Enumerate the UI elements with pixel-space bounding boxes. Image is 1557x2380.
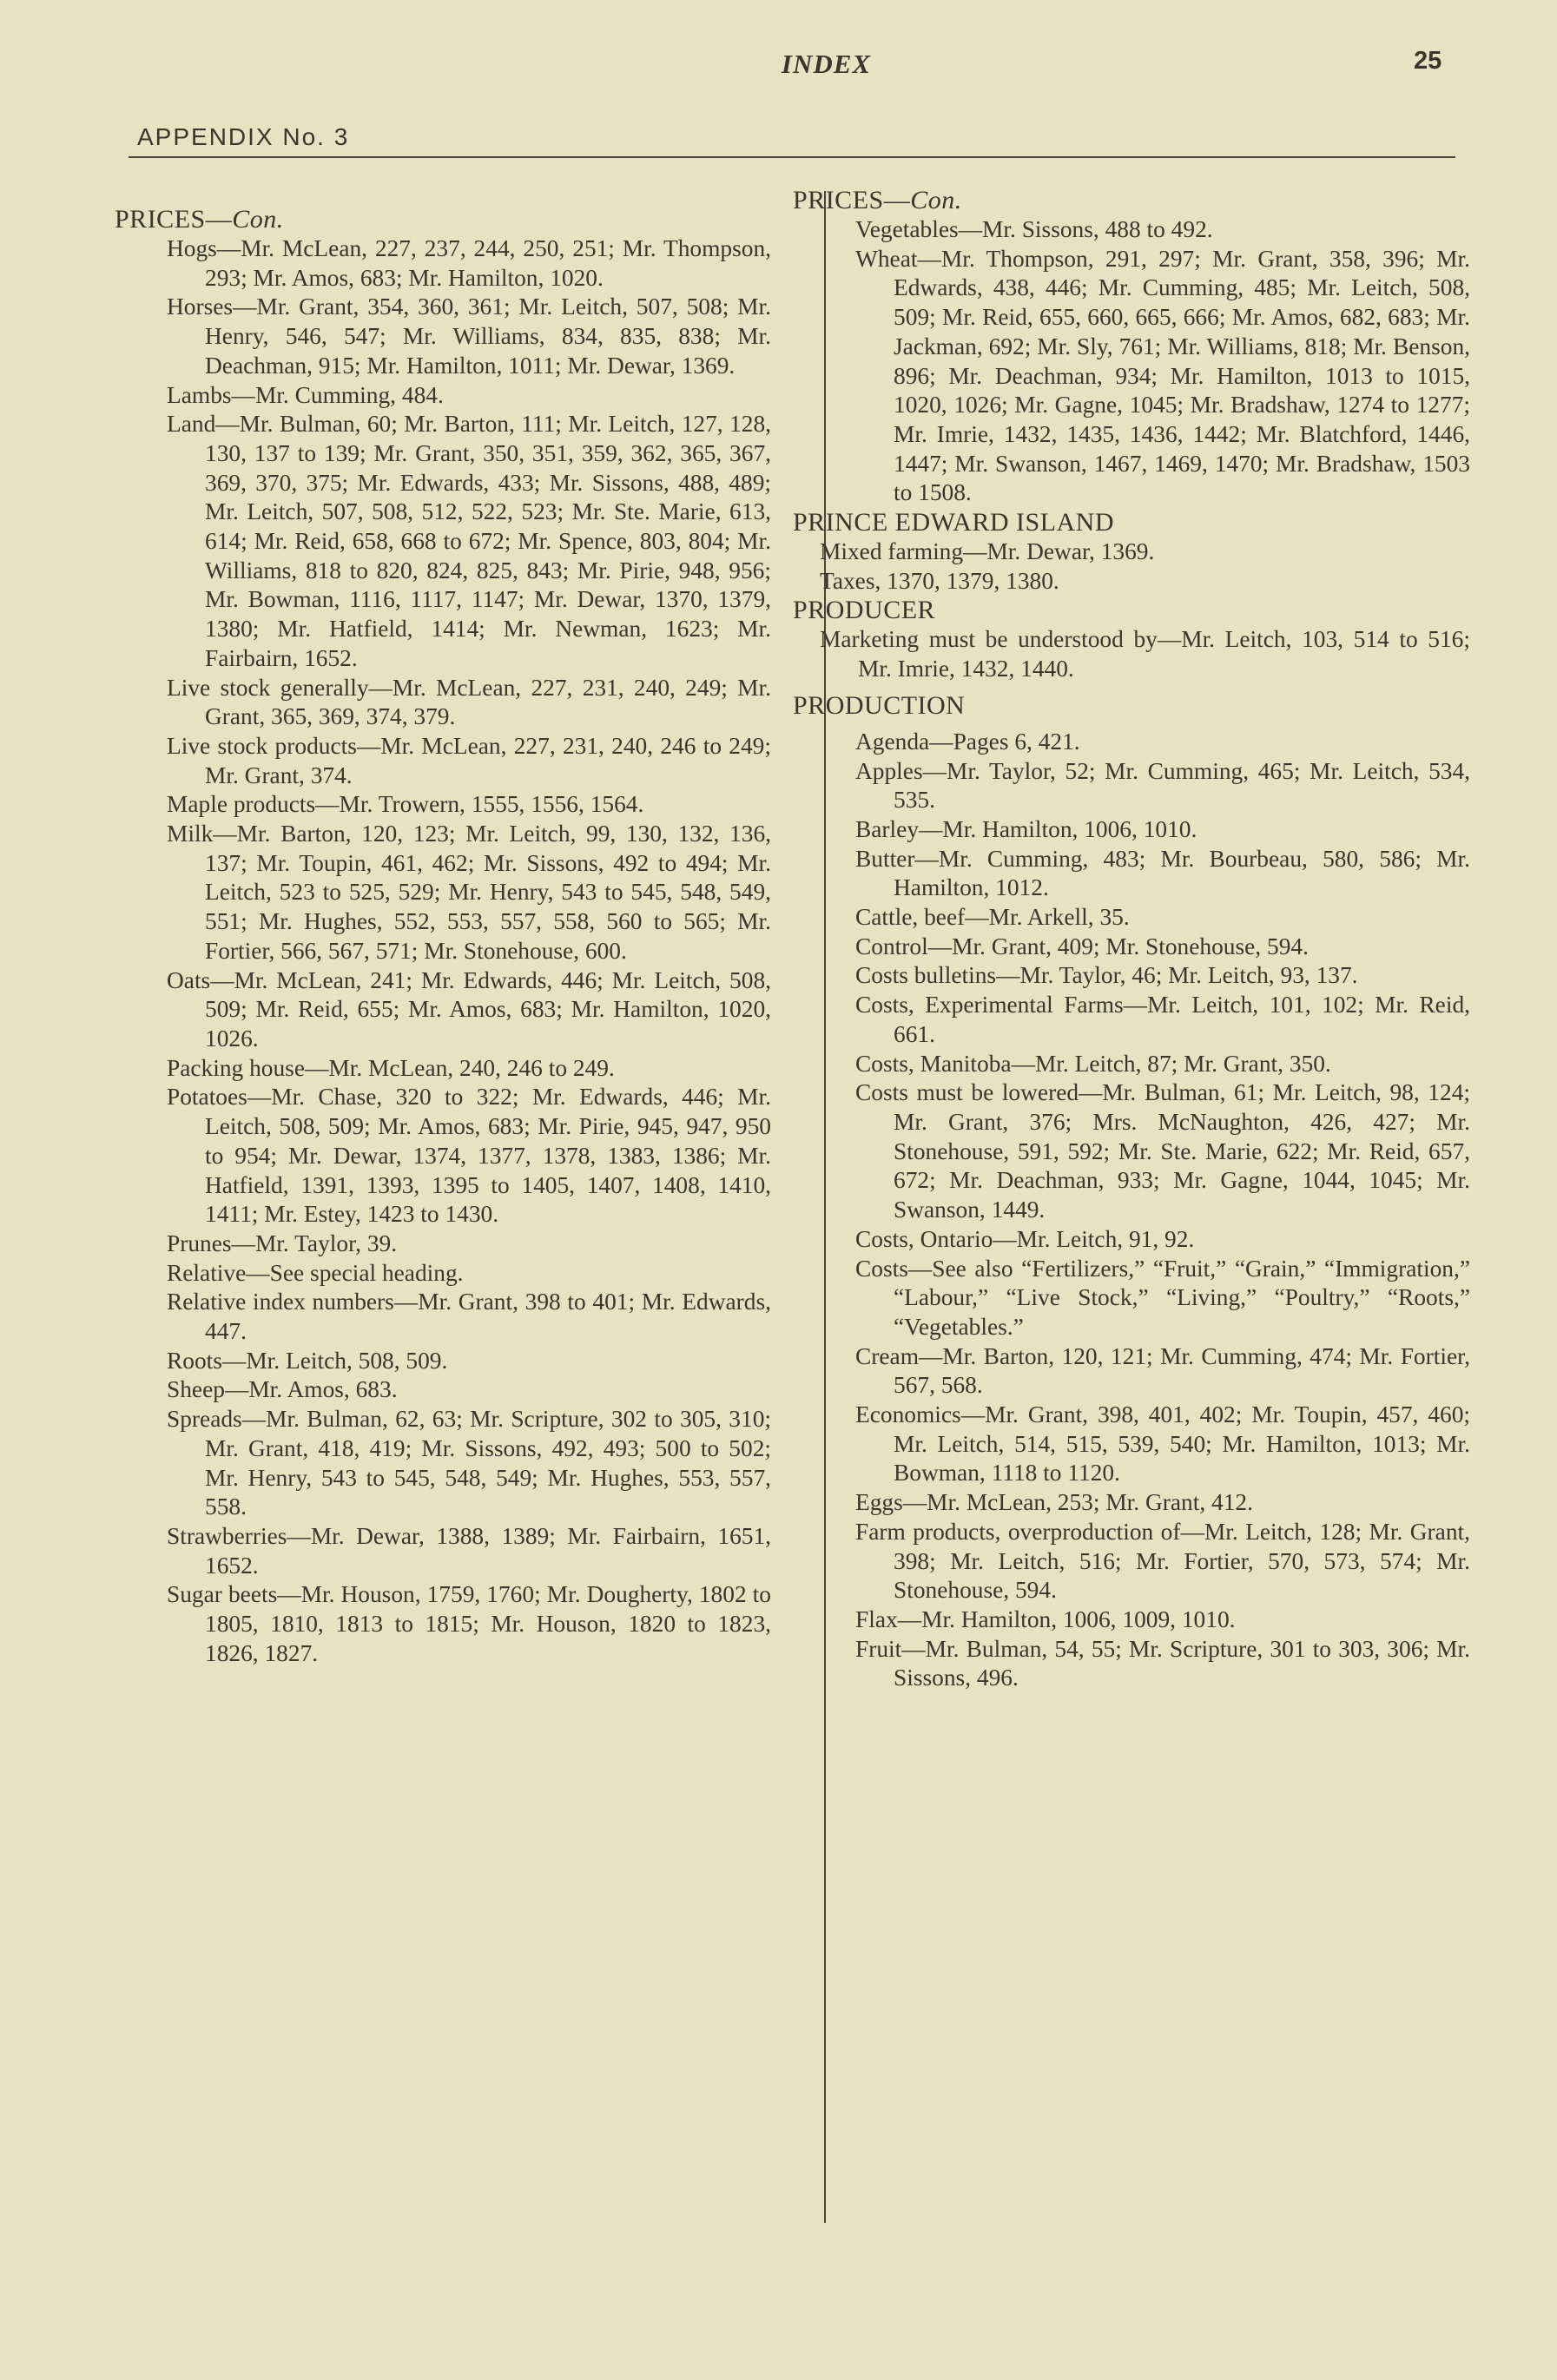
index-entry: Potatoes—Mr. Chase, 320 to 322; Mr. Edwards, 446; Mr. Leitch, 508, 509; Mr. Amos, 683; Mr. Pirie, 945, 947, 950 to 954; Mr. Dewar, 1374, 1377, 1378, 1383, 1386; Mr. Hatfield, 1391, 1393, 1395 to 1405, 1407, 1408, 1410, 1411; Mr. Estey, 1423 to 1430. <box>167 1084 771 1228</box>
index-entry: Wheat—Mr. Thompson, 291, 297; Mr. Grant, 358, 396; Mr. Edwards, 438, 446; Mr. Cumming, 485; Mr. Leitch, 508, 509; Mr. Reid, 655, 660, 665, 666; Mr. Amos, 682, 683; Mr. Jackman, 692; Mr. Sly, 761; Mr. Williams, 818; Mr. Benson, 896; Mr. Deachman, 934; Mr. Hamilton, 1013 to 1015, 1020, 1026; Mr. Gagne, 1045; Mr. Bradshaw, 1274 to 1277; Mr. Imrie, 1432, 1435, 1436, 1442; Mr. Blatchford, 1446, 1447; Mr. Swanson, 1467, 1469, 1470; Mr. Bradshaw, 1503 to 1508. <box>855 245 1470 506</box>
index-entry: Eggs—Mr. McLean, 253; Mr. Grant, 412. <box>855 1489 1253 1516</box>
page-number: 25 <box>1414 47 1442 75</box>
index-entry: Relative index numbers—Mr. Grant, 398 to 401; Mr. Edwards, 447. <box>167 1289 771 1345</box>
index-entry: Strawberries—Mr. Dewar, 1388, 1389; Mr. Fairbairn, 1651, 1652. <box>167 1522 771 1579</box>
heading-text: PRICES— <box>115 205 233 234</box>
spacer <box>793 721 1496 728</box>
index-entry: Flax—Mr. Hamilton, 1006, 1009, 1010. <box>855 1605 1236 1632</box>
section-heading-prices-continued <box>793 186 1496 215</box>
heading-text: PRICES— <box>793 186 911 214</box>
index-entry: Relative—See special heading. <box>167 1259 464 1286</box>
index-entry: Roots—Mr. Leitch, 508, 509. <box>167 1347 448 1374</box>
index-entry: Lambs—Mr. Cumming, 484. <box>167 381 444 408</box>
appendix-label: APPENDIX No. 3 <box>137 123 350 150</box>
index-entry: Land—Mr. Bulman, 60; Mr. Barton, 111; Mr. Leitch, 127, 128, 130, 137 to 139; Mr. Grant, 350, 351, 359, 362, 365, 367, 369, 370, 375; Mr. Edwards, 433; Mr. Sissons, 488, 489; Mr. Leitch, 507, 508, 512, 522, 523; Mr. Ste. Marie, 613, 614; Mr. Reid, 658, 668 to 672; Mr. Spence, 803, 804; Mr. Williams, 818 to 820, 824, 825, 843; Mr. Pirie, 948, 956; Mr. Bowman, 1116, 1117, 1147; Mr. Dewar, 1370, 1379, 1380; Mr. Hatfield, 1414; Mr. Newman, 1623; Mr. Fairbairn, 1652. <box>167 411 771 671</box>
index-entry: Costs, Experimental Farms—Mr. Leitch, 101, 102; Mr. Reid, 661. <box>855 992 1470 1047</box>
index-entry: Costs—See also “Fertilizers,” “Fruit,” “Grain,” “Immigration,” “Labour,” “Live Stock,” “Living,” “Poultry,” “Roots,” “Vegetables.” <box>855 1255 1470 1340</box>
index-entry: Spreads—Mr. Bulman, 62, 63; Mr. Scripture, 302 to 305, 310; Mr. Grant, 418, 419; Mr. Sissons, 492, 493; 500 to 502; Mr. Henry, 543 to 545, 548, 549; Mr. Hughes, 553, 557, 558. <box>167 1406 771 1520</box>
index-entry: Costs, Manitoba—Mr. Leitch, 87; Mr. Grant, 350. <box>855 1050 1331 1077</box>
index-entry: Hogs—Mr. McLean, 227, 237, 244, 250, 251; Mr. Thompson, 293; Mr. Amos, 683; Mr. Hamilton, 1020. <box>167 235 771 291</box>
index-entry: Horses—Mr. Grant, 354, 360, 361; Mr. Leitch, 507, 508; Mr. Henry, 546, 547; Mr. Williams, 834, 835, 838; Mr. Deachman, 915; Mr. Hamilton, 1011; Mr. Dewar, 1369. <box>167 293 771 379</box>
index-entry: Butter—Mr. Cumming, 483; Mr. Bourbeau, 580, 586; Mr. Hamilton, 1012. <box>855 845 1470 901</box>
index-entry: Maple products—Mr. Trowern, 1555, 1556, 1564. <box>167 791 644 818</box>
section-heading-prices <box>115 205 792 234</box>
header-rule <box>129 156 1455 158</box>
index-entry: Economics—Mr. Grant, 398, 401, 402; Mr. Toupin, 457, 460; Mr. Leitch, 514, 515, 539, 540; Mr. Hamilton, 1013; Mr. Bowman, 1118 to 1120. <box>855 1401 1470 1487</box>
heading-continued: Con. <box>232 205 284 234</box>
left-column <box>115 205 792 1668</box>
index-entry: Agenda—Pages 6, 421. <box>855 728 1080 755</box>
index-entry: Cream—Mr. Barton, 120, 121; Mr. Cumming, 474; Mr. Fortier, 567, 568. <box>855 1342 1470 1399</box>
index-entry: Control—Mr. Grant, 409; Mr. Stonehouse, 594. <box>855 933 1309 959</box>
index-entry: Milk—Mr. Barton, 120, 123; Mr. Leitch, 99, 130, 132, 136, 137; Mr. Toupin, 461, 462; Mr. Sissons, 492 to 494; Mr. Leitch, 523 to 525, 529; Mr. Henry, 543 to 545, 548, 549, 551; Mr. Hughes, 552, 553, 557, 558, 560 to 565; Mr. Fortier, 566, 567, 571; Mr. Stonehouse, 600. <box>167 821 771 964</box>
index-entry: Fruit—Mr. Bulman, 54, 55; Mr. Scripture, 301 to 303, 306; Mr. Sissons, 496. <box>855 1635 1470 1691</box>
index-entry: Live stock generally—Mr. McLean, 227, 231, 240, 249; Mr. Grant, 365, 369, 374, 379. <box>167 674 771 730</box>
index-entry: Farm products, overproduction of—Mr. Leitch, 128; Mr. Grant, 398; Mr. Leitch, 516; Mr. Fortier, 570, 573, 574; Mr. Stonehouse, 594. <box>855 1518 1470 1604</box>
index-entry: Sugar beets—Mr. Houson, 1759, 1760; Mr. Dougherty, 1802 to 1805, 1810, 1813 to 1815; Mr. Houson, 1820 to 1823, 1826, 1827. <box>167 1581 771 1666</box>
index-entry: Marketing must be understood by—Mr. Leitch, 103, 514 to 516; Mr. Imrie, 1432, 1440. <box>820 626 1470 682</box>
spacer <box>793 684 1496 691</box>
index-entry: Barley—Mr. Hamilton, 1006, 1010. <box>855 815 1197 842</box>
right-column <box>793 186 1496 1693</box>
heading-continued: Con. <box>910 186 962 214</box>
index-entry: Costs bulletins—Mr. Taylor, 46; Mr. Leitch, 93, 137. <box>855 962 1358 989</box>
running-title: INDEX <box>781 49 872 79</box>
index-entry: Vegetables—Mr. Sissons, 488 to 492. <box>855 216 1213 242</box>
index-entry: Taxes, 1370, 1379, 1380. <box>820 567 1059 594</box>
index-entry: Prunes—Mr. Taylor, 39. <box>167 1230 398 1256</box>
index-entry: Oats—Mr. McLean, 241; Mr. Edwards, 446; Mr. Leitch, 508, 509; Mr. Reid, 655; Mr. Amos, 683; Mr. Hamilton, 1020, 1026. <box>167 966 771 1052</box>
index-entry: Live stock products—Mr. McLean, 227, 231, 240, 246 to 249; Mr. Grant, 374. <box>167 732 771 788</box>
section-heading-producer: PRODUCER <box>793 596 936 625</box>
index-entry: Costs must be lowered—Mr. Bulman, 61; Mr. Leitch, 98, 124; Mr. Grant, 376; Mrs. McNaughton, 426, 427; Mr. Stonehouse, 591, 592; Mr. Ste. Marie, 622; Mr. Reid, 657, 672; Mr. Deachman, 933; Mr. Gagne, 1044, 1045; Mr. Swanson, 1449. <box>855 1079 1470 1223</box>
index-entry: Apples—Mr. Taylor, 52; Mr. Cumming, 465; Mr. Leitch, 534, 535. <box>855 757 1470 814</box>
index-entry: Cattle, beef—Mr. Arkell, 35. <box>855 904 1130 931</box>
section-heading-prince-edward-island: PRINCE EDWARD ISLAND <box>793 508 1114 537</box>
index-entry: Packing house—Mr. McLean, 240, 246 to 249. <box>167 1054 615 1081</box>
index-entry: Costs, Ontario—Mr. Leitch, 91, 92. <box>855 1225 1195 1252</box>
index-entry: Sheep—Mr. Amos, 683. <box>167 1376 398 1403</box>
section-heading-production: PRODUCTION <box>793 690 966 720</box>
index-entry: Mixed farming—Mr. Dewar, 1369. <box>820 538 1155 565</box>
